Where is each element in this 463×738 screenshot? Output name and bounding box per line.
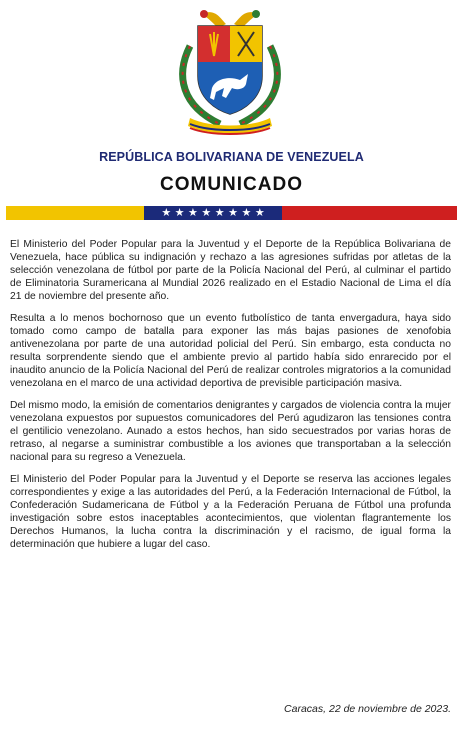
document-title: COMUNICADO [160,174,303,195]
flag-bar [6,206,457,220]
stars-icon: ★ ★ ★ ★ ★ ★ ★ ★ [161,206,265,219]
flag-yellow-band [6,206,144,220]
paragraph: Del mismo modo, la emisión de comentarios denigrantes y cargados de violencia contra la mujer venezolana expuestos por supuestos comunicadores del Perú agudizaron las tensiones contra el gentilicio venezolano. Aunado a estos hechos, han sido secuestrados por varias horas de retraso, al negarse a suministrar combustible a los aviones que transportaban a la selección nacional para su regreso a Venezuela. [10,400,451,463]
communique-body [10,238,451,560]
flag-blue-band [144,206,282,220]
flag-red-band [282,206,457,220]
venezuela-coat-of-arms-icon [160,6,300,136]
organization-name: REPÚBLICA BOLIVARIANA DE VENEZUELA [99,150,364,164]
place-date-signature: Caracas, 22 de noviembre de 2023. [284,703,451,715]
paragraph: Resulta a lo menos bochornoso que un evento futbolístico de tanta envergadura, haya sido tomado como campo de batalla para exponer las más bajas pasiones de xenofobia antivenezolana por parte de una autoridad policial del Perú. Sin embargo, esta conducta no resulta sorprendente siendo que el ambiente previo al partido había sido enrarecido por el inaudito anuncio de la Policía Nacional del Perú de realizar controles migratorios a la comunidad venezolana en el marco de una actividad deportiva de previsible participación masiva. [10,313,451,389]
paragraph: El Ministerio del Poder Popular para la Juventud y el Deporte se reserva las acciones legales correspondientes y exige a las autoridades del Perú, a la Federación Internacional de Fútbol, la Confederación Sudamericana de Fútbol y a la Federación Peruana de Fútbol una profunda investigación sobre estos inaceptables acontecimientos, que violentan flagrantemente los Derechos Humanos, la lucha contra la discriminación y el racismo, de igual forma la determinación que hubiere a lugar del caso. [10,474,451,550]
paragraph: El Ministerio del Poder Popular para la Juventud y el Deporte de la República Bolivariana de Venezuela, hace pública su indignación y rechazo a las agresiones sufridas por atletas de la selección venezolana de fútbol por parte de la Policía Nacional del Perú, al culminar el partido de Eliminatoria Suramericana al Mundial 2026 realizado en el Estadio Nacional de Lima el día 21 de noviembre del presente año. [10,239,451,302]
